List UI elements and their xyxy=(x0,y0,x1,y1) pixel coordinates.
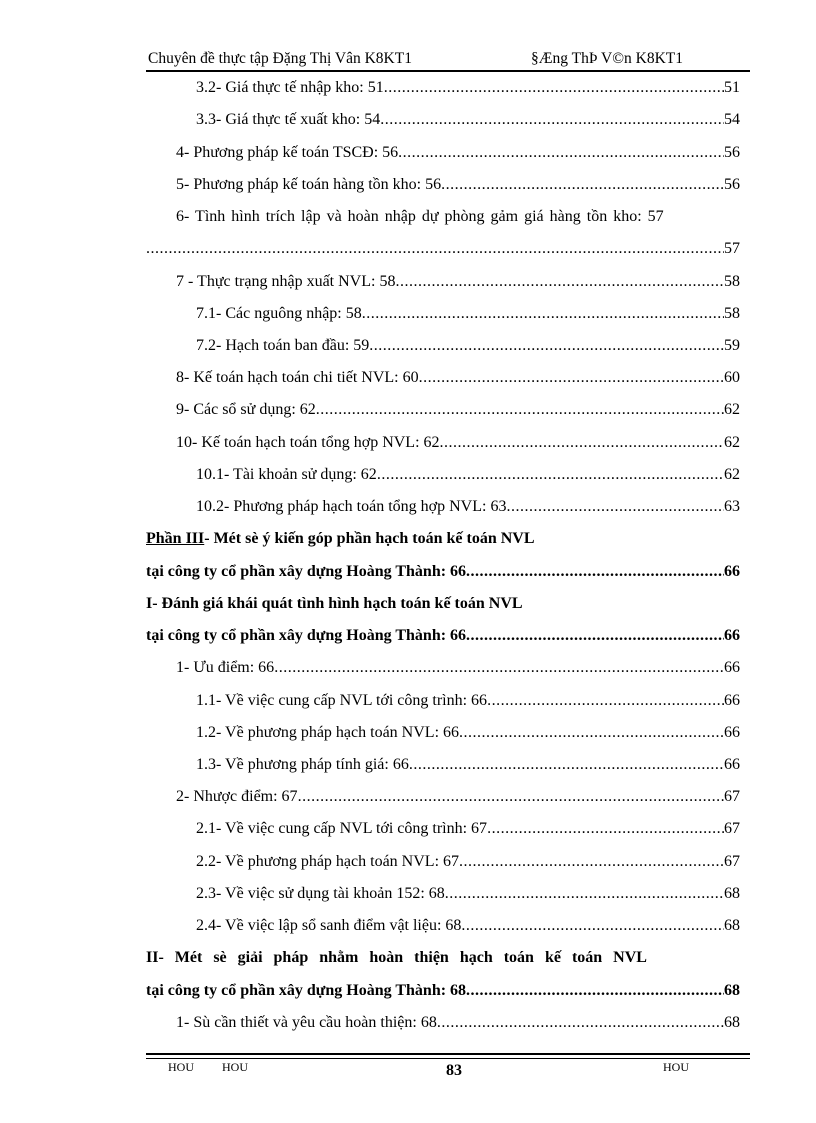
running-header xyxy=(146,50,750,72)
header-left: Chuyên đề thực tập Đặng Thị Vân K8KT1 xyxy=(148,50,412,67)
toc-entry[interactable]: 7.1- Các nguông nhập: 58 ..... 58 xyxy=(146,298,740,330)
footer-left-label: HOU xyxy=(168,1060,194,1074)
toc-entry-continuation[interactable]: ..... 57 xyxy=(146,233,740,265)
toc-part-heading[interactable]: Phần III- Mét sè ý kiến góp phần hạch toán kế toán NVL xyxy=(146,530,535,547)
toc-entry[interactable]: 4- Phương pháp kế toán TSCĐ: 56 ..... 56 xyxy=(146,137,740,169)
toc-entry[interactable]: 9- Các sổ sử dụng: 62 ..... 62 xyxy=(146,394,740,426)
toc-section-heading-cont[interactable]: tại công ty cổ phần xây dựng Hoàng Thành: 68 ..... 68 xyxy=(146,975,740,1007)
footer-left-label-2: HOU xyxy=(222,1060,248,1074)
footer-right-label: HOU xyxy=(663,1060,689,1074)
toc-section-heading[interactable]: I- Đánh giá khái quát tình hình hạch toán kế toán NVL xyxy=(146,595,523,612)
toc-entry[interactable]: 10.2- Phương pháp hạch toán tổng hợp NVL: 63 ..... 63 xyxy=(146,491,740,523)
toc-entry[interactable]: 8- Kế toán hạch toán chi tiết NVL: 60 ..... 60 xyxy=(146,362,740,394)
page-number: 83 xyxy=(446,1062,462,1079)
toc-entry[interactable]: 2.1- Về việc cung cấp NVL tới công trình: 67 ..... 67 xyxy=(146,813,740,845)
toc-entry[interactable]: 1.3- Về phương pháp tính giá: 66 ..... 66 xyxy=(146,749,740,781)
toc-entry[interactable]: 10.1- Tài khoản sử dụng: 62 ..... 62 xyxy=(146,459,740,491)
toc-entry[interactable]: 2.2- Về phương pháp hạch toán NVL: 67 ..... 67 xyxy=(146,846,740,878)
toc-entry[interactable]: 7.2- Hạch toán ban đầu: 59 ..... 59 xyxy=(146,330,740,362)
toc-entry[interactable]: 1.1- Về việc cung cấp NVL tới công trình: 66 ..... 66 xyxy=(146,685,740,717)
part-label: Phần III xyxy=(146,530,205,547)
toc-entry[interactable]: 5- Phương pháp kế toán hàng tồn kho: 56 ..... 56 xyxy=(146,169,740,201)
toc-entry[interactable]: 7 - Thực trạng nhập xuất NVL: 58 ..... 58 xyxy=(146,266,740,298)
footer-rule xyxy=(146,1053,750,1055)
toc-entry[interactable]: 3.3- Giá thực tế xuất kho: 54 ..... 54 xyxy=(146,104,740,136)
toc-section-heading[interactable]: II- Mét sè giải pháp nhằm hoàn thiện hạch toán kế toán NVL xyxy=(146,949,647,966)
toc-part-heading-cont[interactable]: tại công ty cổ phần xây dựng Hoàng Thành: 66 ..... 66 xyxy=(146,556,740,588)
toc-entry[interactable]: 6- Tình hình trích lập và hoàn nhập dự phòng gảm giá hàng tồn kho: 57 xyxy=(176,208,664,225)
toc-entry[interactable]: 3.2- Giá thực tế nhập kho: 51 ..... 51 xyxy=(146,72,740,104)
toc-entry[interactable]: 2- Nhược điểm: 67 ..... 67 xyxy=(146,781,740,813)
footer-rule-thin xyxy=(146,1058,750,1059)
toc-entry[interactable]: 2.3- Về việc sử dụng tài khoản 152: 68 ..... 68 xyxy=(146,878,740,910)
toc-entry[interactable]: 2.4- Về việc lập sổ sanh điểm vật liệu: 68 ..... 68 xyxy=(146,910,740,942)
toc-entry[interactable]: 1- Ưu điểm: 66 ..... 66 xyxy=(146,652,740,684)
toc-section-heading-cont[interactable]: tại công ty cổ phần xây dựng Hoàng Thành: 66 ..... 66 xyxy=(146,620,740,652)
toc-entry[interactable]: 1.2- Về phương pháp hạch toán NVL: 66 ..... 66 xyxy=(146,717,740,749)
header-right: §Æng ThÞ V©n K8KT1 xyxy=(531,50,684,67)
toc-entry[interactable]: 10- Kế toán hạch toán tổng hợp NVL: 62 ..... 62 xyxy=(146,427,740,459)
toc-entry[interactable]: 1- Sù cần thiết và yêu cầu hoàn thiện: 68 ..... 68 xyxy=(146,1007,740,1039)
